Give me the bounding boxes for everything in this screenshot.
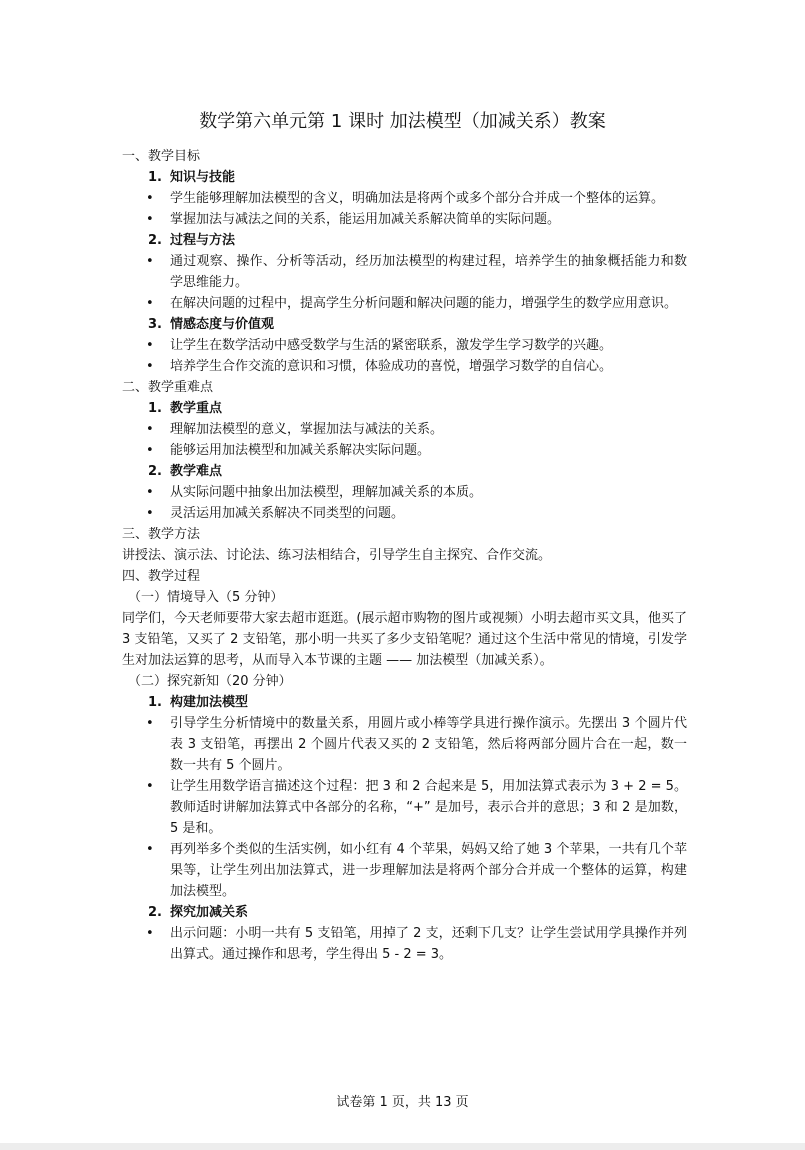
subheading: 1. 构建加法模型: [148, 695, 249, 710]
step-heading: （二）探究新知（20 分钟）: [128, 674, 292, 689]
bullet-item: • 理解加法模型的意义，掌握加法与减法的关系。: [122, 419, 687, 440]
bullet-icon: •: [146, 926, 154, 941]
bullet-item: • 掌握加法与减法之间的关系，能运用加减关系解决简单的实际问题。: [122, 209, 687, 230]
section-heading: 二、教学重难点: [122, 380, 214, 395]
bullet-item: • 学生能够理解加法模型的含义，明确加法是将两个或多个部分合并成一个整体的运算。: [122, 188, 687, 209]
bullet-item: • 培养学生合作交流的意识和习惯，体验成功的喜悦，增强学习数学的自信心。: [122, 356, 687, 377]
step-heading: （一）情境导入（5 分钟）: [128, 590, 284, 605]
bullet-icon: •: [146, 485, 154, 500]
bullet-icon: •: [146, 422, 154, 437]
subheading: 1. 知识与技能: [148, 170, 236, 185]
document-title: 数学第六单元第 1 课时 加法模型（加减关系）教案: [199, 111, 606, 132]
page-footer: 试卷第 1 页，共 13 页: [336, 1095, 469, 1110]
section-heading: 四、教学过程: [122, 569, 201, 584]
bullet-item: • 让学生在数学活动中感受数学与生活的紧密联系，激发学生学习数学的兴趣。: [122, 335, 687, 356]
section-heading: 一、教学目标: [122, 149, 201, 164]
bullet-icon: •: [146, 191, 154, 206]
bullet-item: • 在解决问题的过程中，提高学生分析问题和解决问题的能力，增强学生的数学应用意识。: [122, 293, 687, 314]
bullet-item: • 再列举多个类似的生活实例，如小红有 4 个苹果，妈妈又给了她 3 个苹果，一共有几个苹果等，让学生列出加法算式，进一步理解加法是将两个部分合并成一个整体的运算，构建加法模型。: [122, 839, 687, 902]
bullet-item: • 引导学生分析情境中的数量关系，用圆片或小棒等学具进行操作演示。先摆出 3 个圆片代表 3 支铅笔，再摆出 2 个圆片代表又买的 2 支铅笔，然后将两部分圆片合在一起，数一数一共有 5 个圆片。: [122, 713, 687, 776]
bullet-item: • 让学生用数学语言描述这个过程：把 3 和 2 合起来是 5，用加法算式表示为 3 + 2 = 5。教师适时讲解加法算式中各部分的名称，“+” 是加号，表示合并的意思；3 和 2 是加数，5 是和。: [122, 776, 687, 839]
paragraph: 讲授法、演示法、讨论法、练习法相结合，引导学生自主探究、合作交流。: [122, 548, 552, 563]
bullet-item: • 通过观察、操作、分析等活动，经历加法模型的构建过程，培养学生的抽象概括能力和数学思维能力。: [122, 251, 687, 293]
subheading: 2. 教学难点: [148, 464, 223, 479]
bullet-item: • 能够运用加法模型和加减关系解决实际问题。: [122, 440, 687, 461]
bullet-icon: •: [146, 212, 154, 227]
bullet-icon: •: [146, 506, 154, 521]
bullet-icon: •: [146, 254, 154, 269]
bullet-icon: •: [146, 716, 154, 731]
bullet-item: • 灵活运用加减关系解决不同类型的问题。: [122, 503, 687, 524]
bullet-icon: •: [146, 296, 154, 311]
bullet-icon: •: [146, 443, 154, 458]
bullet-item: • 从实际问题中抽象出加法模型，理解加减关系的本质。: [122, 482, 687, 503]
paragraph: 同学们，今天老师要带大家去超市逛逛。(展示超市购物的图片或视频）小明去超市买文具，他买了 3 支铅笔，又买了 2 支铅笔，那小明一共买了多少支铅笔呢？通过这个生活中常见的情境，引发学生对加法运算的思考，从而导入本节课的主题 —— 加法模型（加减关系）。: [122, 611, 687, 668]
document-body: [122, 146, 687, 965]
subheading: 2. 过程与方法: [148, 233, 236, 248]
bullet-icon: •: [146, 842, 154, 857]
bullet-icon: •: [146, 338, 154, 353]
subheading: 1. 教学重点: [148, 401, 223, 416]
bullet-icon: •: [146, 779, 154, 794]
bullet-icon: •: [146, 359, 154, 374]
subheading: 3. 情感态度与价值观: [148, 317, 275, 332]
subheading: 2. 探究加减关系: [148, 905, 249, 920]
section-heading: 三、教学方法: [122, 527, 201, 542]
bullet-item: • 出示问题：小明一共有 5 支铅笔，用掉了 2 支，还剩下几支？让学生尝试用学具操作并列出算式。通过操作和思考，学生得出 5 - 2 = 3。: [122, 923, 687, 965]
